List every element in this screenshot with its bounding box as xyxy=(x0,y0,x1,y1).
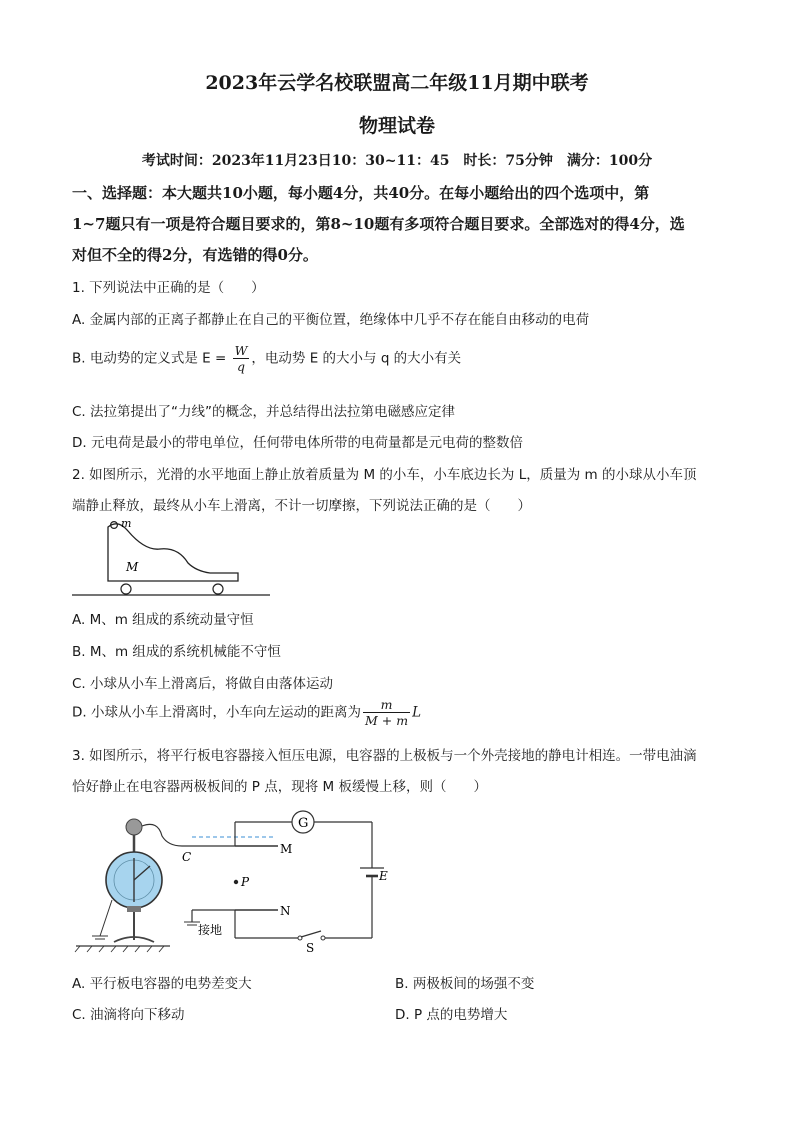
q1-option-a: A. 金属内部的正离子都静止在自己的平衡位置，绝缘体中几乎不存在能自由移动的电荷 xyxy=(72,312,590,328)
switch-contact-right xyxy=(321,936,325,940)
label-ground: 接地 xyxy=(198,923,223,937)
q2-stem-2: 端静止释放，最终从小车上滑离，不计一切摩擦，下列说法正确的是（ ） xyxy=(72,498,531,514)
q2-option-d-post: L xyxy=(412,704,422,721)
q2-option-b: B. M、m 组成的系统机械能不守恒 xyxy=(72,644,281,660)
q2-option-d-pre: D. 小球从小车上滑离时，小车向左运动的距离为 xyxy=(72,704,361,721)
q2-stem-1: 2. 如图所示，光滑的水平地面上静止放着质量为 M 的小车，小车底边长为 L，质量为 m 的小球从小车顶 xyxy=(72,467,697,483)
q1-option-b-post: ，电动势 E 的大小与 q 的大小有关 xyxy=(251,350,462,367)
point-P xyxy=(234,880,238,884)
q3-stem-2: 恰好静止在电容器两极板间的 P 点，现将 M 板缓慢上移，则（ ） xyxy=(72,779,487,795)
q3-option-c: C. 油滴将向下移动 xyxy=(72,1007,185,1023)
q2-fraction-num: m xyxy=(380,697,393,712)
q3-option-b: B. 两极板间的场强不变 xyxy=(395,976,535,992)
label-S: S xyxy=(306,941,315,955)
exam-subtitle: 物理试卷 xyxy=(358,115,435,137)
section1-line1: 一、选择题：本大题共10小题，每小题4分，共40分。在每小题给出的四个选项中，第 xyxy=(72,184,650,202)
q2-option-d xyxy=(72,697,421,728)
section1-line2: 1~7题只有一项是符合题目要求的，第8~10题有多项符合题目要求。全部选对的得4分，选 xyxy=(72,215,685,233)
q2-fraction-den: M + m xyxy=(364,713,409,728)
label-m: m xyxy=(121,517,132,530)
q1-stem: 1. 下列说法中正确的是（ ） xyxy=(72,280,265,296)
wheel-right xyxy=(213,584,223,594)
q1-option-b xyxy=(72,343,461,374)
section1-line3: 对但不全的得2分，有选错的得0分。 xyxy=(72,246,318,264)
exam-title: 2023年云学名校联盟高二年级11月期中联考 xyxy=(205,72,589,94)
label-G: G xyxy=(298,816,309,831)
q1-fraction xyxy=(233,343,250,374)
q3-option-a: A. 平行板电容器的电势差变大 xyxy=(72,976,252,992)
case-ground-wire xyxy=(100,900,112,936)
wheel-left xyxy=(121,584,131,594)
q2-fraction xyxy=(363,697,410,728)
switch-blade xyxy=(301,931,321,937)
table-hatch xyxy=(75,946,164,952)
q2-option-c: C. 小球从小车上滑离后，将做自由落体运动 xyxy=(72,676,334,692)
label-P: P xyxy=(241,875,250,889)
q1-fraction-num: W xyxy=(234,343,248,358)
q1-option-d: D. 元电荷是最小的带电单位，任何带电体所带的电荷量都是元电荷的整数倍 xyxy=(72,435,523,451)
label-N: N xyxy=(280,904,291,918)
exam-info: 考试时间：2023年11月23日10：30~11：45 时长：75分钟 满分：100分 xyxy=(141,153,653,169)
label-C: C xyxy=(182,850,192,864)
knob-to-plate-wire xyxy=(142,824,235,846)
q3-circuit-figure xyxy=(70,806,400,956)
label-M: M xyxy=(280,842,293,856)
q2-cart-figure xyxy=(70,515,275,603)
q2-option-a: A. M、m 组成的系统动量守恒 xyxy=(72,612,254,628)
q3-option-d: D. P 点的电势增大 xyxy=(395,1007,508,1023)
q1-option-b-pre: B. 电动势的定义式是 E = xyxy=(72,350,231,367)
electroscope-knob xyxy=(126,819,142,835)
q3-stem-1: 3. 如图所示，将平行板电容器接入恒压电源，电容器的上极板与一个外壳接地的静电计相连。一带电油滴 xyxy=(72,748,697,764)
electroscope-base-top xyxy=(127,906,141,912)
q1-option-c: C. 法拉第提出了“力线”的概念，并总结得出法拉第电磁感应定律 xyxy=(72,404,455,420)
label-E: E xyxy=(379,869,388,883)
label-M: M xyxy=(126,560,139,574)
q1-fraction-den: q xyxy=(233,358,250,374)
